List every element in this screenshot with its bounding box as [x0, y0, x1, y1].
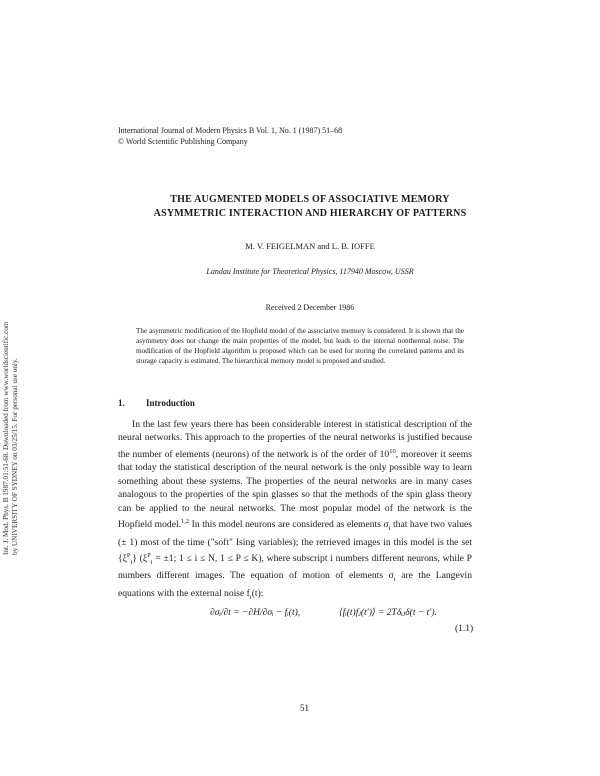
section-heading	[118, 398, 195, 408]
equation-number: (1.1)	[455, 624, 474, 634]
equation-lhs: ∂σᵢ/∂t = −∂H/∂σᵢ − fᵢ(t),	[210, 608, 301, 618]
equation	[210, 606, 437, 620]
title-line2: ASYMMETRIC INTERACTION AND HIERARCHY OF PATTERNS	[153, 208, 467, 219]
equation-rhs: ⟨fᵢ(t)fⱼ(t′)⟩ = 2Tδᵢⱼδ(t − t′).	[338, 608, 437, 618]
journal-citation: International Journal of Modern Physics B Vol. 1, No. 1 (1987) 51–68	[118, 126, 343, 135]
journal-header	[118, 125, 342, 147]
page-number: 51	[300, 703, 309, 713]
paragraph: In the last few years there has been considerable interest in statistical description of the neural networks. This approach to the properties of the neural networks is justified because the number of elements (neurons) of the network is of the order of $10^{10}$, moreover it seems that today the statistical description of the neural network is the only possible way to learn something about these systems. The properties of the neural networks are in many cases analogous to the properties of the spin glasses so that the methods of the spin glass theory can be applied to the neural networks. The most popular model of the network is the Hopfield model.$^{1,2}$ In this model neurons are considered as elements $\sigma_i$ that have two values (± 1) most of the time ("soft" Ising variables); the retrieved images in this model is the set $\{\xi^P_i\} (\xi^P_i = \pm 1$; 1 ≤ i ≤ N, 1 ≤ P ≤ K), where subscript i numbers different neurons, while P numbers different images. The equation of motion of elements $\sigma_i$ are the Langevin equations with the external noise $f_i(t)$:	[118, 419, 473, 601]
abstract: The asymmetric modification of the Hopfield model of the associative memory is considered. It is shown that the asymmetry does not change the main properties of the model, but leads to the internal nonthermal noise. The modification of the Hopfield algorithm is proposed which can be used for storing the correlated patterns and its storage capacity is estimated. The hierarchical memory model is proposed and studied.	[136, 327, 464, 365]
body-text	[118, 418, 472, 604]
download-notice-line2: by UNIVERSITY OF SYDNEY on 03/25/15. For personal use only.	[11, 358, 19, 555]
section-title: Introduction	[146, 398, 195, 408]
title-line1: THE AUGMENTED MODELS OF ASSOCIATIVE MEMORY	[170, 194, 450, 205]
publisher-line: © World Scientific Publishing Company	[118, 137, 248, 146]
affiliation: Landau Institute for Theoretical Physics, 117940 Moscow, USSR	[206, 267, 414, 276]
section-number: 1.	[118, 398, 125, 408]
paper-title	[110, 193, 510, 221]
download-notice	[2, 255, 24, 555]
received-date: Received 2 December 1986	[265, 303, 355, 312]
authors: M. V. FEIGELMAN and L. B. IOFFE	[245, 241, 375, 251]
download-notice-line1: Int. J. Mod. Phys. B 1987.01:51-68. Downloaded from www.worldscientific.com	[2, 321, 10, 555]
